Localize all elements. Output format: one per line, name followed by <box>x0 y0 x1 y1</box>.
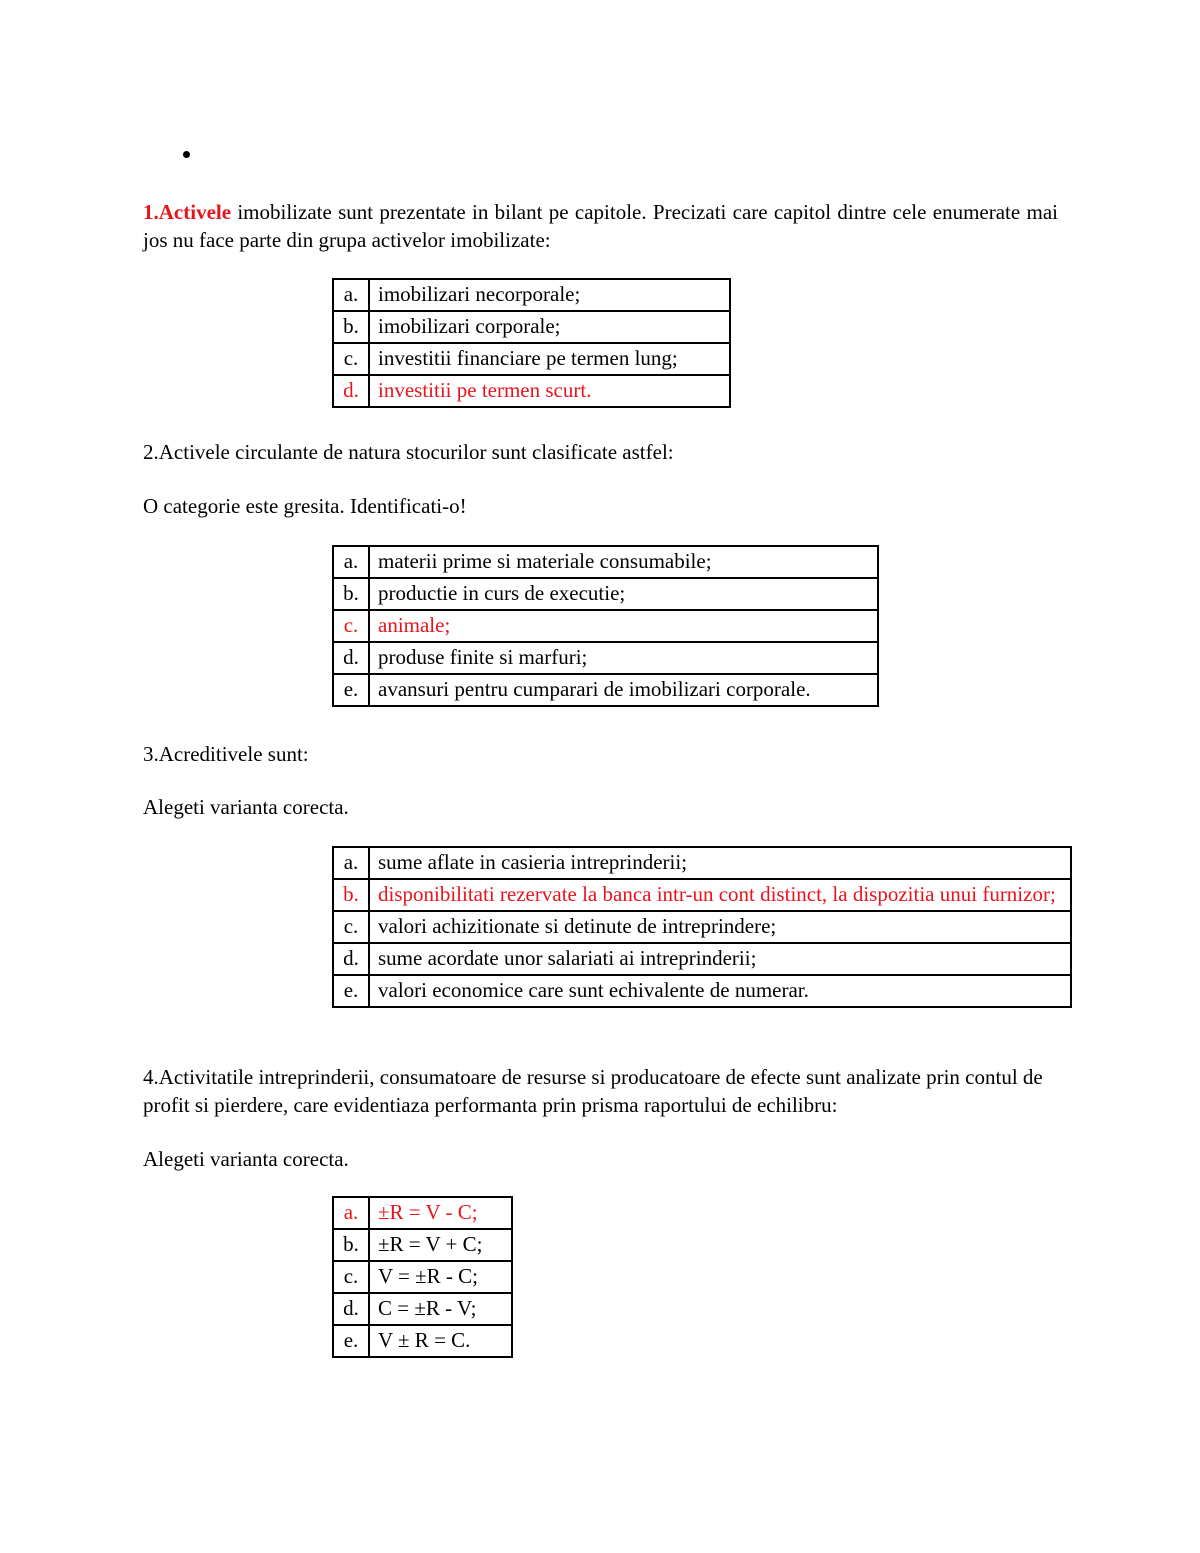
option-row <box>333 279 730 311</box>
question-3-instruction: Alegeti varianta corecta. <box>143 795 349 819</box>
question-4-instruction: Alegeti varianta corecta. <box>143 1147 349 1171</box>
option-text: V = ±R - C; <box>369 1261 512 1293</box>
option-text: avansuri pentru cumparari de imobilizari corporale. <box>369 674 878 706</box>
option-text: sume acordate unor salariati ai intreprinderii; <box>369 943 1071 975</box>
bullet-point <box>183 151 190 158</box>
option-row <box>333 343 730 375</box>
option-text: imobilizari necorporale; <box>369 279 730 311</box>
option-row <box>333 847 1071 879</box>
question-4-options <box>332 1196 513 1358</box>
option-letter: b. <box>333 879 369 911</box>
option-text: valori economice care sunt echivalente de numerar. <box>369 975 1071 1007</box>
question-4: 4.Activitatile intreprinderii, consumatoare de resurse si producatoare de efecte sunt analizate prin contul de profit si pierdere, care evidentiaza performanta prin prisma raportului de echilibru: <box>143 1065 1043 1117</box>
option-text: productie in curs de executie; <box>369 578 878 610</box>
option-text: investitii financiare pe termen lung; <box>369 343 730 375</box>
option-letter: e. <box>333 674 369 706</box>
option-letter: c. <box>333 911 369 943</box>
option-row <box>333 1293 512 1325</box>
option-text: C = ±R - V; <box>369 1293 512 1325</box>
option-letter: a. <box>333 1197 369 1229</box>
option-letter: e. <box>333 975 369 1007</box>
option-letter: d. <box>333 642 369 674</box>
question-1 <box>143 198 1058 254</box>
option-text: ±R = V - C; <box>369 1197 512 1229</box>
option-row <box>333 975 1071 1007</box>
option-letter: a. <box>333 546 369 578</box>
option-letter: a. <box>333 279 369 311</box>
option-row-correct <box>333 879 1071 911</box>
option-row-correct <box>333 1197 512 1229</box>
option-row <box>333 1325 512 1357</box>
question-2-instruction: O categorie este gresita. Identificati-o! <box>143 494 467 518</box>
option-letter: a. <box>333 847 369 879</box>
option-letter: d. <box>333 1293 369 1325</box>
question-1-text: imobilizate sunt prezentate in bilant pe capitole. Precizati care capitol dintre cele enumerate mai jos nu face parte din grupa activelor imobilizate: <box>143 200 1058 252</box>
option-letter: c. <box>333 610 369 642</box>
option-text: valori achizitionate si detinute de intreprindere; <box>369 911 1071 943</box>
option-letter: c. <box>333 1261 369 1293</box>
option-row <box>333 1229 512 1261</box>
option-text: V ± R = C. <box>369 1325 512 1357</box>
option-letter: b. <box>333 1229 369 1261</box>
option-letter: d. <box>333 943 369 975</box>
option-letter: d. <box>333 375 369 407</box>
question-2-options <box>332 545 879 707</box>
option-letter: b. <box>333 578 369 610</box>
option-row <box>333 674 878 706</box>
option-text: disponibilitati rezervate la banca intr-un cont distinct, la dispozitia unui furnizor; <box>369 879 1071 911</box>
question-1-options <box>332 278 731 408</box>
option-text: produse finite si marfuri; <box>369 642 878 674</box>
option-letter: c. <box>333 343 369 375</box>
option-row <box>333 943 1071 975</box>
question-2: 2.Activele circulante de natura stocurilor sunt clasificate astfel: <box>143 440 674 464</box>
option-row <box>333 546 878 578</box>
option-text: sume aflate in casieria intreprinderii; <box>369 847 1071 879</box>
question-3: 3.Acreditivele sunt: <box>143 742 309 766</box>
option-row <box>333 578 878 610</box>
option-letter: b. <box>333 311 369 343</box>
option-row <box>333 642 878 674</box>
option-row-correct <box>333 375 730 407</box>
option-letter: e. <box>333 1325 369 1357</box>
option-text: animale; <box>369 610 878 642</box>
option-row <box>333 1261 512 1293</box>
option-row <box>333 311 730 343</box>
option-row <box>333 911 1071 943</box>
question-3-options <box>332 846 1072 1008</box>
option-text: materii prime si materiale consumabile; <box>369 546 878 578</box>
question-1-lead: 1.Activele <box>143 200 232 224</box>
option-text: imobilizari corporale; <box>369 311 730 343</box>
option-row-correct <box>333 610 878 642</box>
option-text: investitii pe termen scurt. <box>369 375 730 407</box>
option-text: ±R = V + C; <box>369 1229 512 1261</box>
